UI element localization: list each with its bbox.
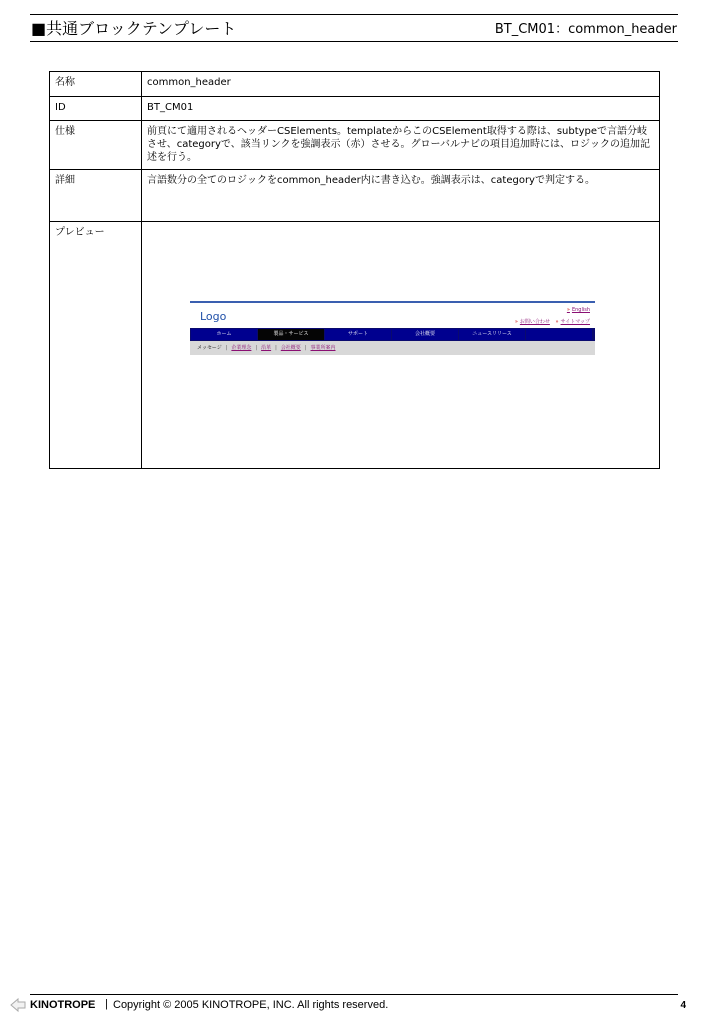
table-row [50,121,660,170]
row-value-spec: 前頁にて適用されるヘッダーCSElements。templateからこのCSElement取得する際は、subtypeで言語分岐させ、categoryで、該当リンクを強調表示（赤）させる。グローバルナビの項目追加時には、ロジックの追加記述を行う。 [142,121,660,170]
english-label: English [571,307,590,313]
sub-nav-separator: | [225,345,228,351]
sub-nav-link[interactable]: 企業理念 [231,345,252,351]
footer-copyright: Copyright © 2005 KINOTROPE, INC. All rights reserved. [113,999,389,1011]
arrow-icon: » [555,319,559,325]
header-bottom-rule [30,41,678,42]
header-top-rule [30,14,678,15]
row-label-spec: 仕様 [50,121,142,170]
preview-util-links [511,318,590,325]
row-value-detail: 言語数分の全てのロジックをcommon_header内に書き込む。強調表示は、categoryで判定する。 [142,170,660,222]
arrow-icon: » [566,307,570,313]
page-title: ■共通ブロックテンプレート [31,19,237,38]
preview-global-nav [190,328,595,341]
table-row [50,72,660,97]
preview-top-line [190,301,595,303]
sub-nav-separator: | [275,345,277,351]
sub-nav-separator: | [255,345,258,351]
sub-nav-link[interactable]: 会社概要 [280,345,301,351]
nav-item-empty [526,329,592,340]
header-preview [190,301,595,355]
preview-english-link[interactable] [567,307,590,313]
sub-nav-link[interactable]: 沿革 [261,345,272,351]
sub-nav-link[interactable]: 事業所案内 [310,345,336,351]
sub-nav-current: メッセージ [197,345,222,351]
spec-table [49,71,660,469]
table-row [50,170,660,222]
left-arrow-icon[interactable] [10,997,26,1013]
document-code: BT_CM01：common_header [494,22,677,37]
row-label-preview: プレビュー [50,222,142,469]
nav-item-news[interactable]: ニュースリリース [459,329,525,340]
arrow-icon: » [514,319,518,325]
nav-item-company[interactable]: 会社概要 [392,329,458,340]
row-label-id: ID [50,97,142,121]
nav-item-products[interactable]: 製品・サービス [258,329,324,340]
preview-sub-nav [190,341,595,355]
table-row [50,97,660,121]
preview-logo: Logo [200,310,227,323]
footer-separator: | [105,998,108,1010]
footer-company: KINOTROPE [30,999,96,1011]
row-value-name: common_header [142,72,660,97]
row-label-name: 名称 [50,72,142,97]
util-link-sitemap[interactable]: サイトマップ [560,319,590,325]
row-label-detail: 詳細 [50,170,142,222]
nav-item-home[interactable]: ホーム [191,329,257,340]
row-value-id: BT_CM01 [142,97,660,121]
nav-item-support[interactable]: サポート [325,329,391,340]
util-link-contact[interactable]: お問い合わせ [519,319,550,325]
footer-rule [30,994,678,995]
sub-nav-separator: | [304,345,307,351]
page-number: 4 [680,1000,686,1011]
